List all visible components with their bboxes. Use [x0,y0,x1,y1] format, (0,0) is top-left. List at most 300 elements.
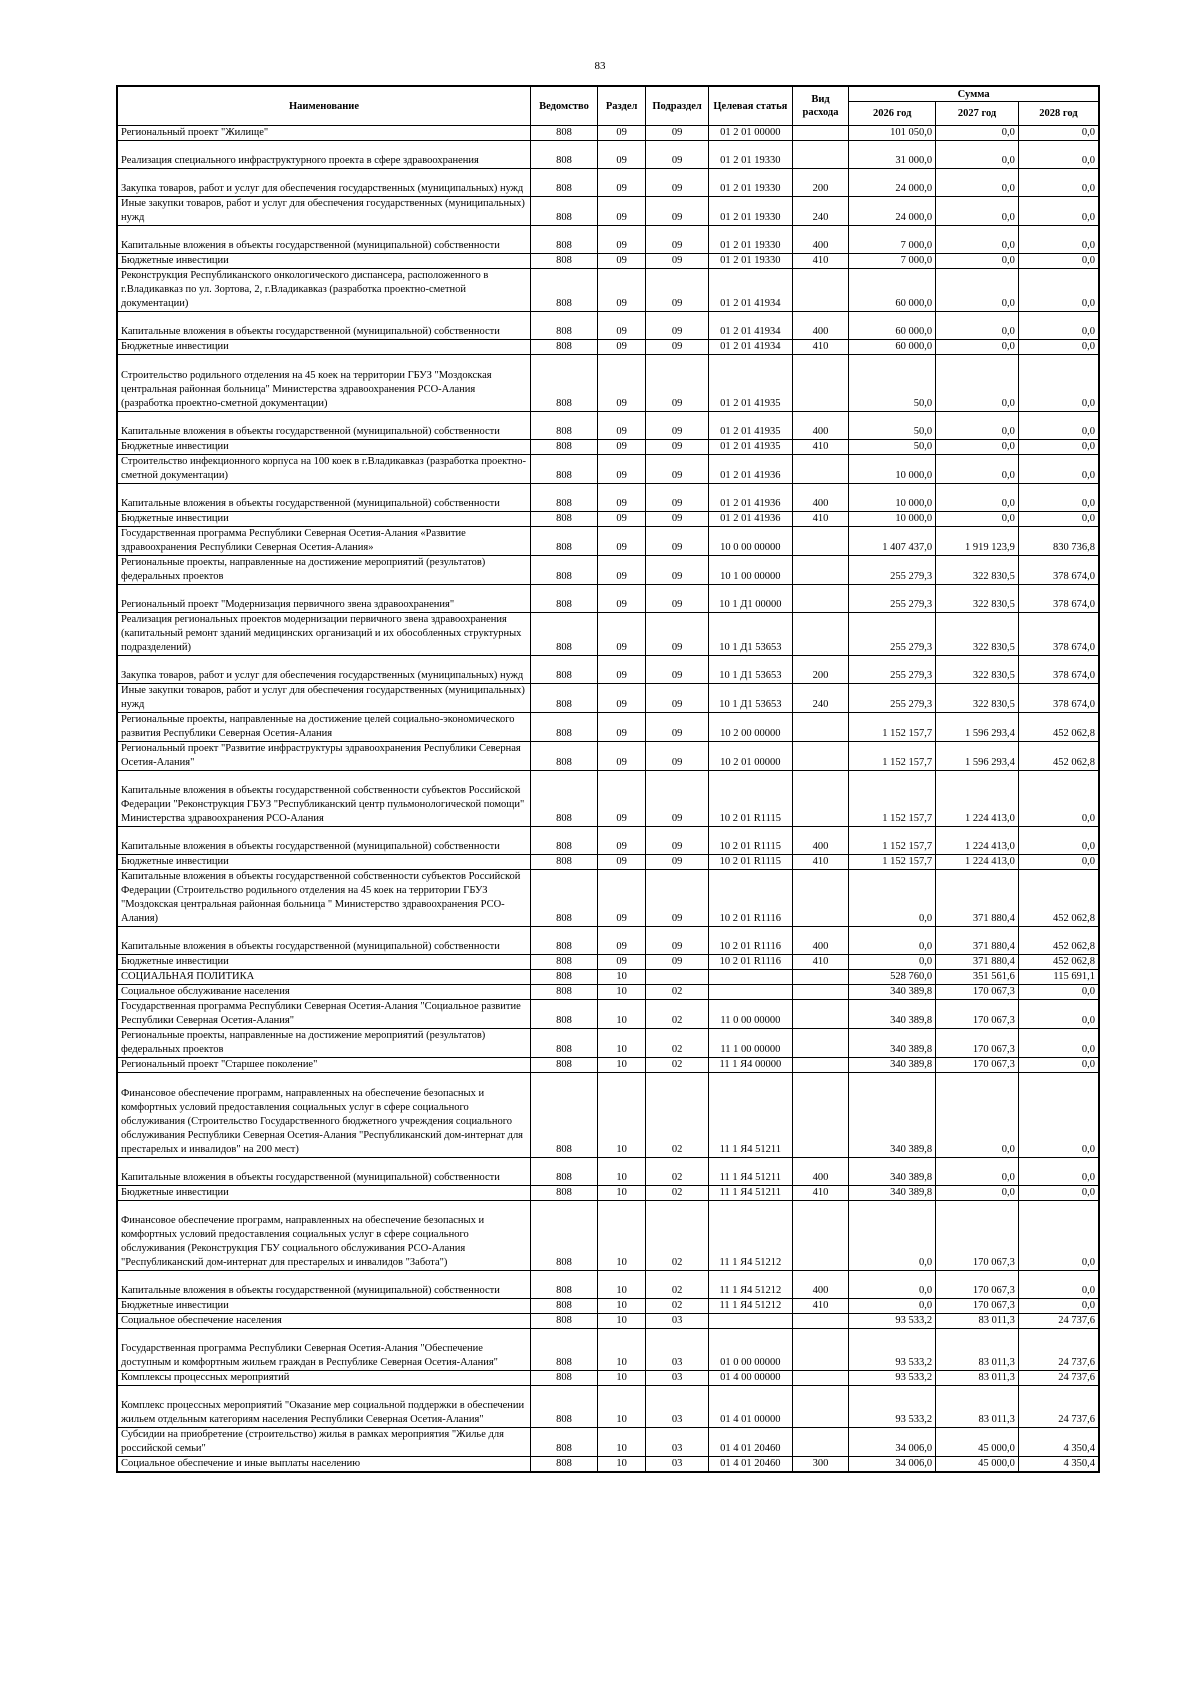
row-razdel: 09 [598,439,646,454]
row-sum-2027: 170 067,3 [936,985,1019,1000]
row-vid [792,1329,849,1371]
row-sum-2028: 0,0 [1018,827,1099,855]
row-sum-2027: 0,0 [936,126,1019,141]
row-razdel: 10 [598,1073,646,1157]
row-sum-2028: 0,0 [1018,1270,1099,1298]
row-vid: 200 [792,169,849,197]
row-sum-2026: 0,0 [849,1299,936,1314]
row-razdel: 09 [598,584,646,612]
row-razdel: 09 [598,454,646,483]
row-vedomstvo: 808 [531,226,598,254]
row-name: Строительство родильного отделения на 45 коек на территории ГБУЗ "Моздокская центральная районная больница" Министерства здравоохранения РСО-Алания (разработка проектно-сметной документации) [117,355,531,411]
row-sum-2027: 170 067,3 [936,1029,1019,1058]
row-sum-2027: 0,0 [936,226,1019,254]
row-podrazdel: 09 [646,411,709,439]
row-sum-2028: 0,0 [1018,1185,1099,1200]
row-razdel: 10 [598,1029,646,1058]
row-podrazdel: 03 [646,1386,709,1428]
row-podrazdel: 03 [646,1428,709,1457]
row-vedomstvo: 808 [531,411,598,439]
row-celevaya: 01 4 00 00000 [708,1371,792,1386]
row-razdel: 09 [598,141,646,169]
row-sum-2028: 0,0 [1018,1200,1099,1270]
row-sum-2026: 1 152 157,7 [849,712,936,741]
row-sum-2026: 10 000,0 [849,454,936,483]
row-sum-2028: 0,0 [1018,1299,1099,1314]
row-sum-2027: 322 830,5 [936,683,1019,712]
row-razdel: 09 [598,197,646,226]
row-name: Социальное обеспечение и иные выплаты населению [117,1457,531,1473]
table-row [117,770,1099,826]
row-celevaya: 01 4 01 20460 [708,1428,792,1457]
row-vid: 400 [792,827,849,855]
row-razdel: 09 [598,254,646,269]
table-row [117,269,1099,312]
row-vedomstvo: 808 [531,1457,598,1473]
row-sum-2026: 340 389,8 [849,985,936,1000]
row-sum-2026: 340 389,8 [849,1029,936,1058]
row-razdel: 10 [598,1299,646,1314]
row-razdel: 10 [598,1314,646,1329]
row-celevaya: 11 0 00 00000 [708,1000,792,1029]
row-name: Закупка товаров, работ и услуг для обеспечения государственных (муниципальных) нужд [117,169,531,197]
row-name: Капитальные вложения в объекты государственной (муниципальной) собственности [117,1270,531,1298]
row-sum-2027: 1 596 293,4 [936,741,1019,770]
budget-table [116,85,1100,1473]
table-body [117,126,1099,1473]
row-sum-2028: 115 691,1 [1018,970,1099,985]
row-name: Бюджетные инвестиции [117,1185,531,1200]
row-sum-2027: 0,0 [936,454,1019,483]
header-summa: Сумма [849,86,1099,102]
row-sum-2026: 7 000,0 [849,226,936,254]
table-row [117,683,1099,712]
row-podrazdel: 09 [646,141,709,169]
row-sum-2028: 0,0 [1018,141,1099,169]
row-vid [792,1073,849,1157]
row-celevaya: 10 2 00 00000 [708,712,792,741]
row-sum-2027: 371 880,4 [936,870,1019,927]
table-row [117,870,1099,927]
row-vid: 410 [792,254,849,269]
row-sum-2026: 340 389,8 [849,1185,936,1200]
row-razdel: 09 [598,411,646,439]
table-row [117,1329,1099,1371]
row-sum-2026: 0,0 [849,1270,936,1298]
row-podrazdel: 09 [646,612,709,655]
row-name: СОЦИАЛЬНАЯ ПОЛИТИКА [117,970,531,985]
row-vedomstvo: 808 [531,269,598,312]
row-vedomstvo: 808 [531,454,598,483]
table-row [117,454,1099,483]
row-vedomstvo: 808 [531,483,598,511]
table-row [117,526,1099,555]
row-vedomstvo: 808 [531,312,598,340]
row-razdel: 09 [598,226,646,254]
row-vedomstvo: 808 [531,612,598,655]
row-sum-2027: 322 830,5 [936,612,1019,655]
row-vid [792,612,849,655]
row-sum-2027: 0,0 [936,1185,1019,1200]
row-name: Финансовое обеспечение программ, направленных на обеспечение безопасных и комфортных условий предоставления социальных услуг в сфере социального обслуживания (Реконструкция ГБУ социального обслуживания РСО-Алания "Республиканский дом-интернат для престарелых и инвалидов "Забота") [117,1200,531,1270]
row-razdel: 09 [598,312,646,340]
row-podrazdel: 02 [646,1029,709,1058]
row-sum-2027: 0,0 [936,254,1019,269]
header-2028: 2028 год [1018,102,1099,126]
table-row [117,955,1099,970]
row-sum-2027: 0,0 [936,355,1019,411]
row-sum-2027: 322 830,5 [936,555,1019,584]
row-podrazdel: 09 [646,927,709,955]
row-name: Региональный проект "Старшее поколение" [117,1058,531,1073]
row-vedomstvo: 808 [531,526,598,555]
row-podrazdel: 09 [646,827,709,855]
row-sum-2028: 378 674,0 [1018,683,1099,712]
row-vid: 410 [792,955,849,970]
row-sum-2026: 255 279,3 [849,655,936,683]
row-razdel: 09 [598,955,646,970]
row-vid [792,526,849,555]
row-vedomstvo: 808 [531,1000,598,1029]
row-razdel: 09 [598,683,646,712]
row-celevaya: 01 2 01 41936 [708,511,792,526]
row-sum-2028: 4 350,4 [1018,1457,1099,1473]
row-sum-2028: 452 062,8 [1018,955,1099,970]
row-celevaya [708,985,792,1000]
row-vid: 200 [792,655,849,683]
row-celevaya: 10 0 00 00000 [708,526,792,555]
row-vid [792,269,849,312]
row-vedomstvo: 808 [531,141,598,169]
row-vedomstvo: 808 [531,927,598,955]
row-celevaya: 11 1 Я4 00000 [708,1058,792,1073]
row-podrazdel: 09 [646,683,709,712]
row-podrazdel: 02 [646,1299,709,1314]
row-celevaya: 10 2 01 00000 [708,741,792,770]
row-sum-2026: 50,0 [849,439,936,454]
table-row [117,827,1099,855]
row-podrazdel: 03 [646,1329,709,1371]
row-sum-2027: 0,0 [936,439,1019,454]
row-podrazdel: 09 [646,855,709,870]
row-name: Бюджетные инвестиции [117,855,531,870]
row-vid: 410 [792,1299,849,1314]
row-sum-2026: 255 279,3 [849,612,936,655]
row-celevaya: 10 1 Д1 53653 [708,612,792,655]
row-podrazdel: 09 [646,312,709,340]
row-name: Капитальные вложения в объекты государственной (муниципальной) собственности [117,226,531,254]
row-celevaya: 01 2 01 19330 [708,141,792,169]
row-vid: 410 [792,1185,849,1200]
row-celevaya: 01 2 01 19330 [708,254,792,269]
header-podrazdel: Подраздел [646,86,709,126]
row-podrazdel: 09 [646,483,709,511]
row-celevaya: 01 2 01 41935 [708,439,792,454]
row-razdel: 09 [598,927,646,955]
table-row [117,226,1099,254]
row-podrazdel: 09 [646,741,709,770]
row-celevaya: 01 2 01 41934 [708,312,792,340]
row-vedomstvo: 808 [531,1200,598,1270]
row-vid [792,1029,849,1058]
row-vid: 400 [792,226,849,254]
table-row [117,1058,1099,1073]
row-sum-2027: 170 067,3 [936,1058,1019,1073]
row-vedomstvo: 808 [531,169,598,197]
table-row [117,340,1099,355]
row-vedomstvo: 808 [531,555,598,584]
row-podrazdel: 09 [646,870,709,927]
row-celevaya: 10 2 01 R1116 [708,927,792,955]
row-sum-2026: 7 000,0 [849,254,936,269]
row-razdel: 09 [598,770,646,826]
row-name: Капитальные вложения в объекты государственной (муниципальной) собственности [117,827,531,855]
row-name: Бюджетные инвестиции [117,340,531,355]
table-row [117,1457,1099,1473]
row-name: Бюджетные инвестиции [117,1299,531,1314]
row-sum-2026: 255 279,3 [849,683,936,712]
row-celevaya: 11 1 Я4 51212 [708,1270,792,1298]
row-vid: 410 [792,340,849,355]
row-sum-2027: 170 067,3 [936,1299,1019,1314]
row-sum-2026: 24 000,0 [849,169,936,197]
row-sum-2026: 1 152 157,7 [849,855,936,870]
row-podrazdel: 09 [646,770,709,826]
row-sum-2028: 378 674,0 [1018,584,1099,612]
table-row [117,555,1099,584]
row-vid [792,1314,849,1329]
row-vid [792,712,849,741]
table-row [117,254,1099,269]
row-sum-2026: 60 000,0 [849,312,936,340]
row-sum-2027: 0,0 [936,312,1019,340]
row-sum-2027: 1 596 293,4 [936,712,1019,741]
row-sum-2027: 0,0 [936,169,1019,197]
row-vid: 300 [792,1457,849,1473]
row-sum-2028: 0,0 [1018,511,1099,526]
row-razdel: 09 [598,483,646,511]
row-vedomstvo: 808 [531,1299,598,1314]
row-celevaya: 01 2 01 19330 [708,226,792,254]
row-name: Государственная программа Республики Северная Осетия-Алания "Обеспечение доступным и комфортным жильем граждан в Республике Северная Осетия-Алания" [117,1329,531,1371]
row-razdel: 09 [598,169,646,197]
row-celevaya: 01 2 01 41935 [708,355,792,411]
row-sum-2028: 452 062,8 [1018,712,1099,741]
row-celevaya: 01 2 01 19330 [708,169,792,197]
row-sum-2026: 50,0 [849,411,936,439]
row-razdel: 10 [598,985,646,1000]
row-podrazdel: 03 [646,1314,709,1329]
row-podrazdel: 09 [646,511,709,526]
row-celevaya: 01 2 01 41936 [708,483,792,511]
table-row [117,985,1099,1000]
row-name: Капитальные вложения в объекты государственной (муниципальной) собственности [117,483,531,511]
row-celevaya: 01 0 00 00000 [708,1329,792,1371]
row-name: Бюджетные инвестиции [117,955,531,970]
row-celevaya: 01 2 01 19330 [708,197,792,226]
row-celevaya: 10 1 Д1 00000 [708,584,792,612]
row-sum-2028: 0,0 [1018,312,1099,340]
row-podrazdel: 02 [646,1185,709,1200]
row-celevaya: 01 2 01 00000 [708,126,792,141]
row-vid [792,741,849,770]
row-vedomstvo: 808 [531,1073,598,1157]
row-sum-2026: 0,0 [849,1200,936,1270]
row-sum-2027: 0,0 [936,340,1019,355]
row-vid [792,355,849,411]
row-sum-2028: 0,0 [1018,269,1099,312]
row-sum-2026: 10 000,0 [849,511,936,526]
row-sum-2026: 340 389,8 [849,1000,936,1029]
row-sum-2028: 0,0 [1018,126,1099,141]
row-vedomstvo: 808 [531,254,598,269]
row-sum-2027: 1 224 413,0 [936,770,1019,826]
row-sum-2026: 0,0 [849,870,936,927]
row-vid [792,126,849,141]
header-2027: 2027 год [936,102,1019,126]
row-name: Капитальные вложения в объекты государственной (муниципальной) собственности [117,312,531,340]
row-sum-2027: 83 011,3 [936,1314,1019,1329]
row-vid: 240 [792,197,849,226]
row-razdel: 09 [598,340,646,355]
row-vedomstvo: 808 [531,340,598,355]
row-name: Закупка товаров, работ и услуг для обеспечения государственных (муниципальных) нужд [117,655,531,683]
row-podrazdel: 09 [646,197,709,226]
row-sum-2028: 0,0 [1018,439,1099,454]
row-sum-2028: 452 062,8 [1018,870,1099,927]
table-row [117,1428,1099,1457]
row-podrazdel: 03 [646,1457,709,1473]
row-vedomstvo: 808 [531,1329,598,1371]
row-celevaya: 01 4 01 20460 [708,1457,792,1473]
row-sum-2027: 1 224 413,0 [936,827,1019,855]
row-name: Региональные проекты, направленные на достижение целей социально-экономического развития Республики Северная Осетия-Алания [117,712,531,741]
row-name: Субсидии на приобретение (строительство) жилья в рамках мероприятия "Жилье для российской семьи" [117,1428,531,1457]
row-vedomstvo: 808 [531,770,598,826]
row-vid [792,141,849,169]
row-vid: 240 [792,683,849,712]
row-sum-2026: 528 760,0 [849,970,936,985]
row-vid [792,770,849,826]
table-row [117,141,1099,169]
row-name: Иные закупки товаров, работ и услуг для обеспечения государственных (муниципальных) нужд [117,683,531,712]
row-vid: 410 [792,511,849,526]
header-vid: Вид расхода [792,86,849,126]
row-name: Бюджетные инвестиции [117,254,531,269]
row-sum-2027: 1 919 123,9 [936,526,1019,555]
row-name: Бюджетные инвестиции [117,439,531,454]
table-row [117,1299,1099,1314]
row-razdel: 10 [598,970,646,985]
row-razdel: 09 [598,870,646,927]
row-razdel: 09 [598,126,646,141]
table-row [117,1314,1099,1329]
row-name: Реализация специального инфраструктурного проекта в сфере здравоохранения [117,141,531,169]
row-vedomstvo: 808 [531,1314,598,1329]
row-sum-2028: 0,0 [1018,855,1099,870]
row-razdel: 09 [598,526,646,555]
row-celevaya: 01 2 01 41934 [708,269,792,312]
row-razdel: 10 [598,1386,646,1428]
row-vid [792,1428,849,1457]
row-name: Капитальные вложения в объекты государственной (муниципальной) собственности [117,411,531,439]
row-sum-2027: 322 830,5 [936,655,1019,683]
row-name: Региональный проект "Жилище" [117,126,531,141]
row-vedomstvo: 808 [531,985,598,1000]
row-razdel: 10 [598,1200,646,1270]
row-vedomstvo: 808 [531,1058,598,1073]
table-row [117,355,1099,411]
row-vedomstvo: 808 [531,970,598,985]
row-sum-2027: 0,0 [936,511,1019,526]
row-podrazdel: 09 [646,526,709,555]
row-sum-2027: 371 880,4 [936,927,1019,955]
row-vid: 400 [792,483,849,511]
row-sum-2028: 24 737,6 [1018,1386,1099,1428]
row-name: Иные закупки товаров, работ и услуг для обеспечения государственных (муниципальных) нужд [117,197,531,226]
row-sum-2027: 170 067,3 [936,1000,1019,1029]
table-row [117,741,1099,770]
row-razdel: 09 [598,612,646,655]
row-podrazdel: 02 [646,1200,709,1270]
table-row [117,126,1099,141]
row-vid: 400 [792,312,849,340]
row-podrazdel: 09 [646,340,709,355]
row-sum-2026: 0,0 [849,955,936,970]
row-vedomstvo: 808 [531,584,598,612]
table-row [117,197,1099,226]
header-celevaya: Целевая статья [708,86,792,126]
row-name: Региональные проекты, направленные на достижение мероприятий (результатов) федеральных проектов [117,555,531,584]
row-vedomstvo: 808 [531,511,598,526]
row-celevaya: 10 2 01 R1116 [708,870,792,927]
table-row [117,1200,1099,1270]
row-vedomstvo: 808 [531,870,598,927]
row-razdel: 09 [598,555,646,584]
row-vid [792,555,849,584]
row-podrazdel: 03 [646,1371,709,1386]
row-sum-2026: 93 533,2 [849,1371,936,1386]
row-sum-2026: 31 000,0 [849,141,936,169]
row-podrazdel: 02 [646,985,709,1000]
row-sum-2028: 0,0 [1018,1157,1099,1185]
row-celevaya: 10 2 01 R1115 [708,827,792,855]
row-name: Региональный проект "Развитие инфраструктуры здравоохранения Республики Северная Осетия-Алания" [117,741,531,770]
row-celevaya: 10 2 01 R1115 [708,855,792,870]
table-row [117,1157,1099,1185]
row-vid: 400 [792,1157,849,1185]
row-vid [792,1386,849,1428]
row-podrazdel: 09 [646,454,709,483]
table-row [117,511,1099,526]
row-vid: 400 [792,1270,849,1298]
row-name: Комплекс процессных мероприятий "Оказание мер социальной поддержки в обеспечении жильем отдельным категориям населения Республики Северная Осетия-Алания" [117,1386,531,1428]
table-row [117,1185,1099,1200]
row-celevaya [708,970,792,985]
table-row [117,927,1099,955]
row-razdel: 10 [598,1329,646,1371]
row-sum-2026: 34 006,0 [849,1457,936,1473]
row-celevaya: 10 1 00 00000 [708,555,792,584]
row-celevaya: 10 2 01 R1116 [708,955,792,970]
table-row [117,655,1099,683]
row-sum-2027: 0,0 [936,141,1019,169]
row-vedomstvo: 808 [531,1029,598,1058]
header-name: Наименование [117,86,531,126]
row-razdel: 10 [598,1371,646,1386]
row-sum-2028: 0,0 [1018,1073,1099,1157]
row-sum-2027: 83 011,3 [936,1386,1019,1428]
